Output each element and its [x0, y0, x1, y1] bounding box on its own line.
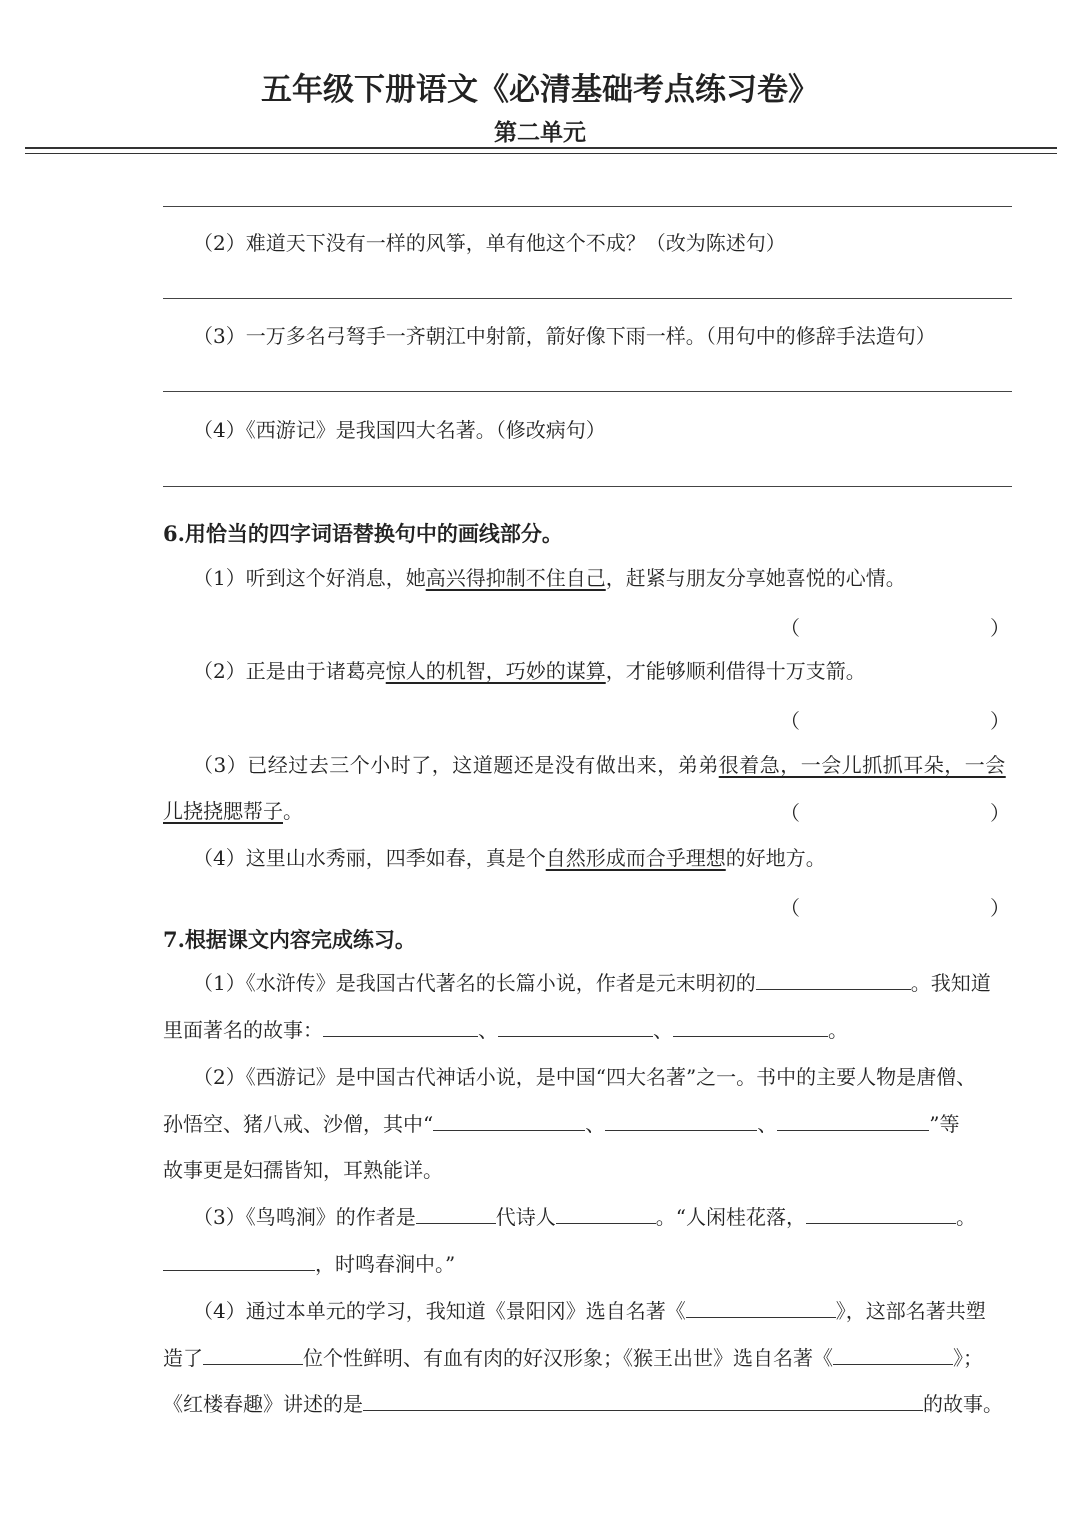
- q6-2-text: [193, 657, 1053, 685]
- text-segment: 位个性鲜明、有血有肉的好汉形象；《猴王出世》选自名著《: [303, 1346, 833, 1370]
- text-segment: （2）正是由于诸葛亮: [193, 659, 386, 683]
- answer-line[interactable]: [163, 298, 1012, 299]
- text-segment: 里面著名的故事：: [163, 1018, 323, 1042]
- fill-blank[interactable]: [363, 1392, 923, 1411]
- answer-paren-close: ）: [990, 709, 1010, 733]
- answer-line[interactable]: [163, 391, 1012, 392]
- text-segment: （4）这里山水秀丽，四季如春，真是个: [193, 846, 546, 870]
- text-segment: 。“人闲桂花落，: [655, 1205, 806, 1229]
- answer-line[interactable]: [163, 486, 1012, 487]
- fill-blank[interactable]: [416, 1205, 496, 1224]
- text-segment: （4）通过本单元的学习，我知道《景阳冈》选自名著《: [193, 1299, 686, 1323]
- header-rule-thick: [25, 147, 1057, 149]
- text-segment: 》；: [953, 1346, 983, 1370]
- fill-blank[interactable]: [203, 1346, 303, 1365]
- fill-blank[interactable]: [556, 1205, 656, 1224]
- fill-blank[interactable]: [163, 1252, 315, 1271]
- answer-line[interactable]: [163, 206, 1012, 207]
- page-title: 五年级下册语文《必清基础考点练习卷》: [261, 72, 819, 108]
- underlined-phrase: 儿挠挠腮帮子: [163, 799, 283, 823]
- answer-paren-open: （: [780, 709, 800, 733]
- q7-4-text-end: [163, 1390, 1023, 1418]
- section6-heading: 6.用恰当的四字词语替换句中的画线部分。: [163, 521, 563, 546]
- underlined-phrase: 很着急，一会儿抓抓耳朵，一会: [718, 753, 1006, 777]
- text-segment: 、: [585, 1112, 606, 1136]
- q7-3-text: [193, 1203, 1053, 1231]
- q7-1-text-cont: [163, 1016, 1023, 1044]
- text-segment: 、: [757, 1112, 778, 1136]
- text-segment: 。: [283, 799, 303, 823]
- q7-3-text-cont: [163, 1250, 1023, 1278]
- fill-blank[interactable]: [605, 1112, 757, 1131]
- text-segment: ，时鸣春涧中。”: [315, 1252, 456, 1276]
- fill-blank[interactable]: [833, 1346, 953, 1365]
- q7-1-text: [193, 969, 1053, 997]
- unit-subtitle: 第二单元: [494, 119, 586, 146]
- fill-blank[interactable]: [777, 1112, 929, 1131]
- answer-paren-close: ）: [990, 616, 1010, 640]
- fill-blank[interactable]: [498, 1018, 653, 1037]
- text-segment: 孙悟空、猪八戒、沙僧，其中“: [163, 1112, 434, 1136]
- fill-blank[interactable]: [806, 1205, 956, 1224]
- answer-paren-open: （: [780, 801, 800, 825]
- underlined-phrase: 自然形成而合乎理想: [545, 846, 726, 870]
- q7-4-text: [193, 1297, 1053, 1325]
- text-segment: ，才能够顺利借得十万支箭。: [605, 659, 866, 683]
- fill-blank[interactable]: [686, 1299, 836, 1318]
- text-segment: 的好地方。: [725, 846, 826, 870]
- text-segment: （1）《水浒传》是我国古代著名的长篇小说，作者是元末明初的: [193, 971, 756, 995]
- text-segment: （1）听到这个好消息，她: [193, 566, 426, 590]
- q5-4-text: （4）《西游记》是我国四大名著。（修改病句）: [193, 418, 606, 442]
- text-segment: 。: [828, 1018, 848, 1042]
- fill-blank[interactable]: [433, 1112, 585, 1131]
- answer-paren-open: （: [780, 616, 800, 640]
- q7-2-text-end: 故事更是妇孺皆知，耳熟能详。: [163, 1158, 443, 1182]
- fill-blank[interactable]: [673, 1018, 828, 1037]
- text-segment: ”等: [929, 1112, 960, 1136]
- section7-heading: 7.根据课文内容完成练习。: [163, 927, 416, 952]
- text-segment: 代诗人: [495, 1205, 556, 1229]
- fill-blank[interactable]: [323, 1018, 478, 1037]
- fill-blank[interactable]: [756, 971, 911, 990]
- text-segment: 。我知道: [910, 971, 991, 995]
- q6-3-text: [193, 751, 1053, 779]
- q6-1-text: [193, 564, 1053, 592]
- answer-paren-close: ）: [990, 896, 1010, 920]
- q7-2-text-cont: [163, 1110, 1023, 1138]
- q7-2-text: （2）《西游记》是中国古代神话小说，是中国“四大名著”之一。书中的主要人物是唐僧、: [193, 1065, 977, 1089]
- text-segment: （3）已经过去三个小时了，这道题还是没有做出来，弟弟: [193, 753, 719, 777]
- text-segment: 的故事。: [923, 1392, 1003, 1416]
- text-segment: 。: [955, 1205, 976, 1229]
- header-rule-thin: [25, 153, 1057, 154]
- text-segment: 造了: [163, 1346, 203, 1370]
- answer-paren-close: ）: [990, 801, 1010, 825]
- text-segment: （3）《鸟鸣涧》的作者是: [193, 1205, 416, 1229]
- text-segment: 》，这部名著共塑: [835, 1299, 986, 1323]
- q5-3-text: （3）一万多名弓弩手一齐朝江中射箭，箭好像下雨一样。（用句中的修辞手法造句）: [193, 324, 936, 348]
- text-segment: ，赶紧与朋友分享她喜悦的心情。: [605, 566, 906, 590]
- answer-paren-open: （: [780, 896, 800, 920]
- underlined-phrase: 高兴得抑制不住自己: [425, 566, 606, 590]
- text-segment: 《红楼春趣》讲述的是: [163, 1392, 363, 1416]
- q5-2-text: （2）难道天下没有一样的风筝，单有他这个不成？（改为陈述句）: [193, 231, 786, 255]
- underlined-phrase: 惊人的机智，巧妙的谋算: [385, 659, 606, 683]
- q6-4-text: [193, 844, 1053, 872]
- q7-4-text-cont: [163, 1344, 1023, 1372]
- text-segment: 、: [653, 1018, 673, 1042]
- q6-3-text-cont: [163, 797, 1023, 825]
- text-segment: 、: [478, 1018, 498, 1042]
